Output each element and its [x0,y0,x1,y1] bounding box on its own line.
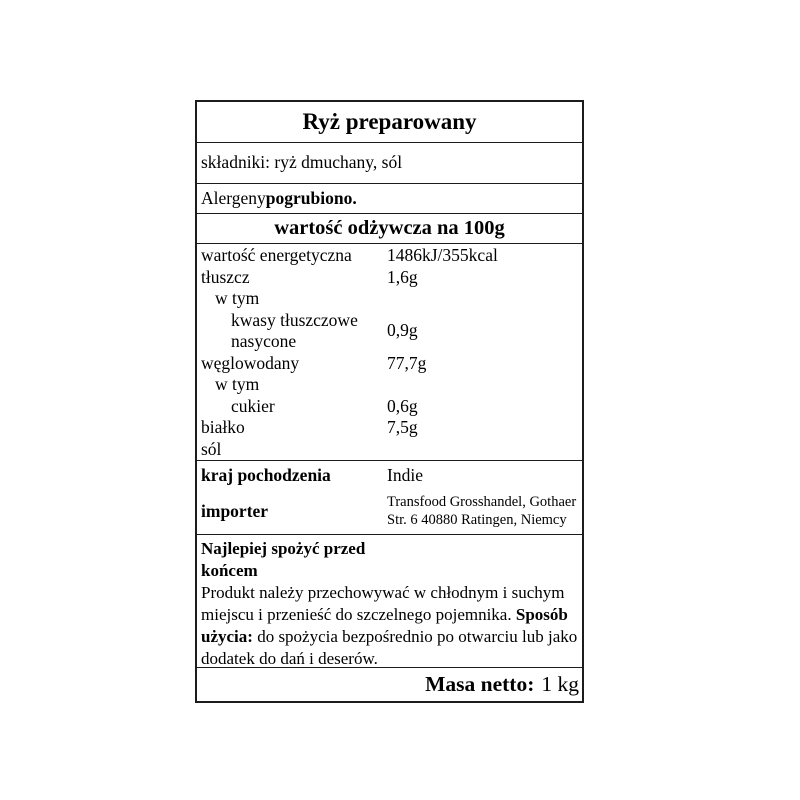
nutrient-value: 0,6g [387,395,418,416]
nutrient-value: 1,6g [387,266,418,287]
table-row [201,288,582,310]
allergens-bold-note: pogrubiono. [265,187,357,208]
nutrient-name: tłuszcz [201,266,250,287]
usage-label: Sposób użycia: [201,605,568,646]
ingredients-text: składniki: ryż dmuchany, sól [201,152,403,173]
product-label [195,100,584,703]
table-row [201,374,582,396]
net-weight-section [197,668,582,702]
nutrition-heading-text: wartość odżywcza na 100g [274,216,505,239]
storage-text: Produkt należy przechowywać w chłodnym i suchym miejscu i przenieść do szczelnego pojemnika. [201,583,565,624]
table-row [201,417,582,439]
nutrition-table [197,244,582,461]
nutrient-name: sól [201,438,222,459]
table-row [201,396,582,418]
nutrient-name: białko [201,417,245,437]
origin-importer-section [197,461,582,536]
table-row [201,439,582,461]
table-row [201,353,582,375]
table-row [201,267,582,289]
nutrient-value: 77,7g [387,352,427,373]
storage-section [197,535,582,668]
allergens-section [197,184,582,214]
origin-row [201,463,582,489]
importer-row [201,489,582,534]
product-title: Ryż preparowany [302,108,477,134]
nutrient-name: wartość energetyczna [201,245,352,265]
best-before-text: Najlepiej spożyć przed końcem [201,539,366,580]
nutrient-name: cukier [231,395,275,416]
usage-text: do spożycia bezpośrednio po otwarciu lub jako dodatek do dań i deserów. [201,627,578,668]
storage-instructions [201,582,578,670]
ingredients-section [197,143,582,185]
nutrient-name: w tym [215,374,260,394]
origin-value: Indie [387,465,423,485]
product-title-section [197,102,582,143]
nutrient-value: 1486kJ/355kcal [387,245,498,265]
table-row [201,310,582,353]
nutrient-value: 7,5g [387,417,418,437]
importer-value: Transfood Grosshandel, Gothaer Str. 6 40880 Ratingen, Niemcy [387,494,577,528]
net-weight-label: Masa netto: [425,671,535,696]
nutrient-value: 0,9g [387,320,418,341]
nutrient-name: kwasy tłuszczowe nasycone [231,309,358,351]
table-row [201,245,582,267]
nutrient-name: w tym [215,288,260,308]
origin-label: kraj pochodzenia [201,465,331,485]
importer-label: importer [201,500,269,521]
nutrient-name: węglowodany [201,352,300,373]
allergens-prefix: Alergeny [201,187,266,208]
net-weight-value: 1 kg [541,671,579,696]
nutrition-heading [197,214,582,245]
